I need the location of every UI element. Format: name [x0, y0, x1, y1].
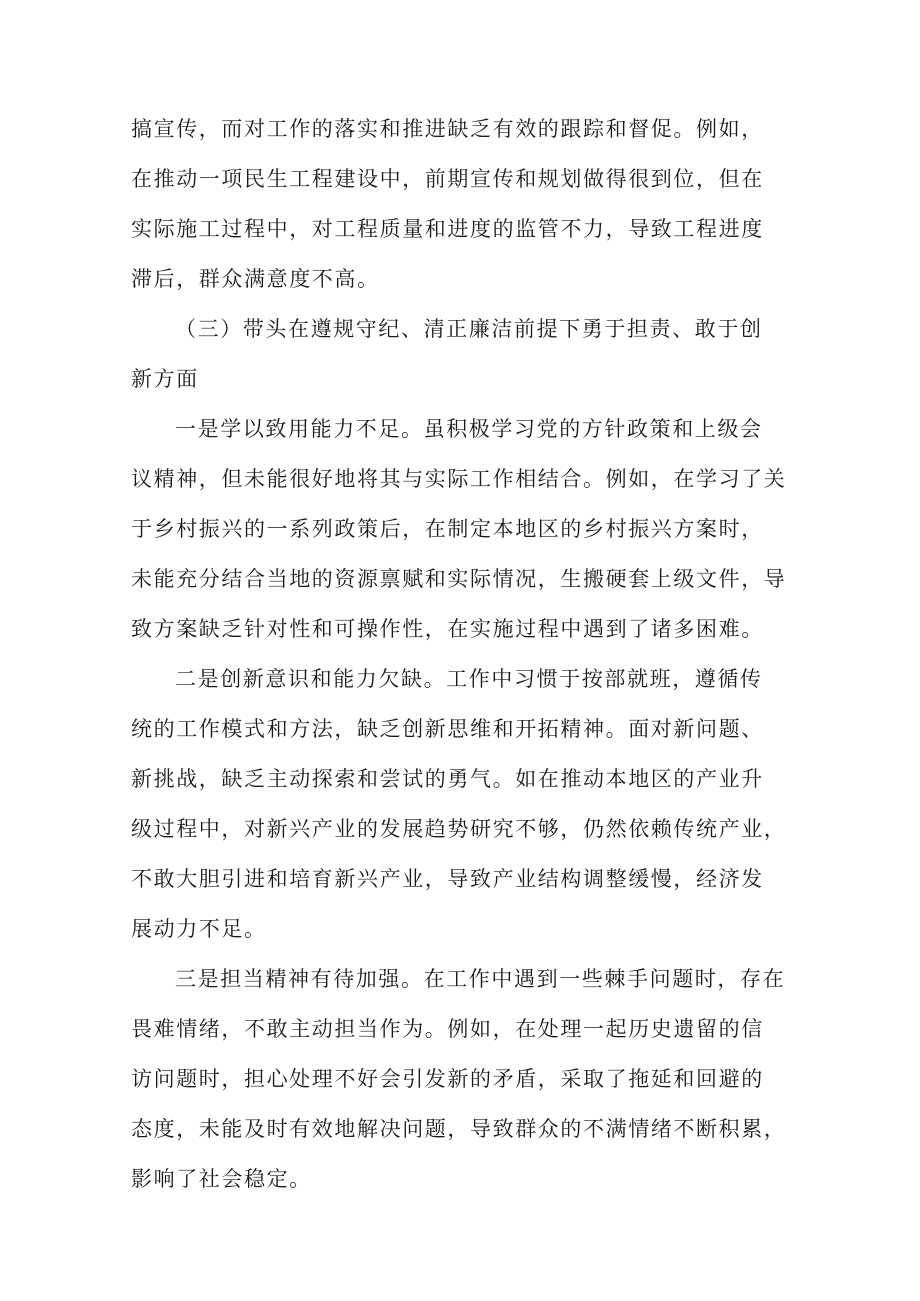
- document-body: [131, 104, 801, 1204]
- text-line: 统的工作模式和方法，缺乏创新思维和开拓精神。面对新问题、: [131, 717, 764, 741]
- text-line: 二是创新意识和能力欠缺。工作中习惯于按部就班，遵循传: [175, 667, 763, 691]
- text-line: 于乡村振兴的一系列政策后，在制定本地区的乡村振兴方案时，: [131, 517, 764, 541]
- text-line: 未能充分结合当地的资源禀赋和实际情况，生搬硬套上级文件，导: [131, 567, 787, 591]
- text-line: 展动力不足。: [131, 917, 267, 941]
- text-line: 畏难情绪，不敢主动担当作为。例如，在处理一起历史遗留的信: [131, 1017, 764, 1041]
- text-line: 在推动一项民生工程建设中，前期宣传和规划做得很到位，但在: [131, 167, 764, 191]
- text-line: 滞后，群众满意度不高。: [131, 267, 380, 291]
- text-line: 一是学以致用能力不足。虽积极学习党的方针政策和上级会: [175, 417, 763, 441]
- text-line: 态度，未能及时有效地解决问题，导致群众的不满情绪不断积累，: [131, 1117, 787, 1141]
- text-line: 新挑战，缺乏主动探索和尝试的勇气。如在推动本地区的产业升: [131, 767, 764, 791]
- text-line: 实际施工过程中，对工程质量和进度的监管不力，导致工程进度: [131, 217, 764, 241]
- text-line: 议精神，但未能很好地将其与实际工作相结合。例如，在学习了关: [131, 467, 787, 491]
- text-line: 致方案缺乏针对性和可操作性，在实施过程中遇到了诸多困难。: [131, 617, 764, 641]
- paragraph-point-three: [131, 954, 801, 1204]
- text-line: 级过程中，对新兴产业的发展趋势研究不够，仍然依赖传统产业，: [131, 817, 787, 841]
- text-line: 搞宣传，而对工作的落实和推进缺乏有效的跟踪和督促。例如，: [131, 117, 764, 141]
- text-line: 不敢大胆引进和培育新兴产业，导致产业结构调整缓慢，经济发: [131, 867, 764, 891]
- text-line: 影响了社会稳定。: [131, 1167, 312, 1191]
- paragraph-continuation: [131, 104, 801, 304]
- heading-line: 新方面: [131, 367, 199, 391]
- heading-line: （三）带头在遵规守纪、清正廉洁前提下勇于担责、敢于创: [175, 317, 763, 341]
- text-line: 三是担当精神有待加强。在工作中遇到一些棘手问题时，存在: [175, 967, 786, 991]
- paragraph-point-two: [131, 654, 801, 954]
- section-heading: [131, 304, 801, 404]
- paragraph-point-one: [131, 404, 801, 654]
- text-line: 访问题时，担心处理不好会引发新的矛盾，采取了拖延和回避的: [131, 1067, 764, 1091]
